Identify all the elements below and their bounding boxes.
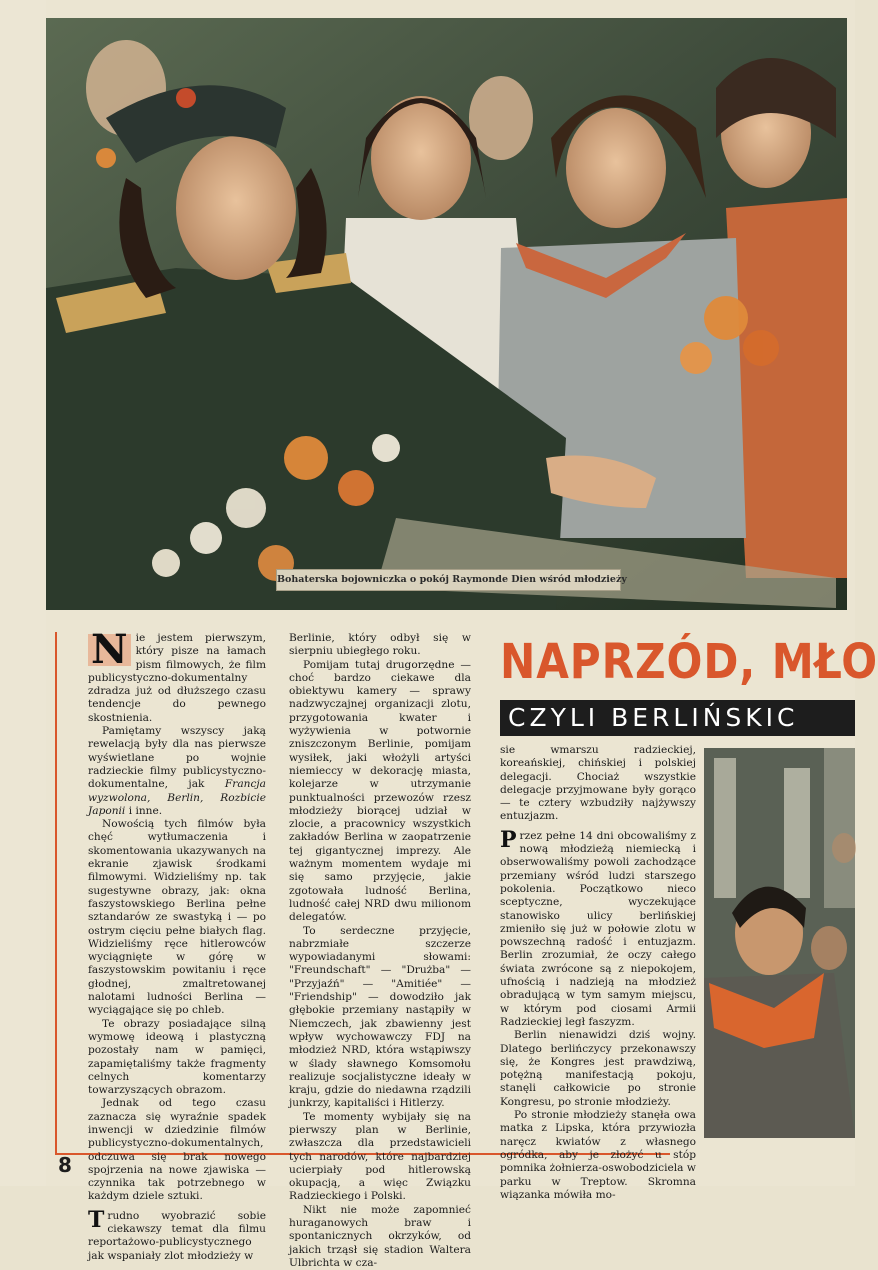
paragraph: Pamiętamy wszyscy jaką rewelacją były dla nas pierwsze wyświetlane po wojnie radzieckie filmy publicystyczno-dokumentalne, jak Francja wyzwolona, Berlin, Rozbicie Japonii i inne. <box>88 725 266 817</box>
paragraph: Jednak od tego czasu zaznacza się wyraźnie spadek inwencji w dziedzinie filmów publicystyczno-dokumentalnych, odczuwa się brak nowego spojrzenia na nowe zjawiska — czynnika tak potrzebnego w każdym dziele sztuki. <box>88 1097 266 1203</box>
paragraph: Przez pełne 14 dni obcowaliśmy z nową młodzieżą niemiecką i obserwowaliśmy powoli zachodzące przemiany wśród ludzi starszego pokolenia. Początkowo nieco sceptyczne, wyczekujące stanowisko ulicy berlińskiej zmieniło się już w połowie zlotu w powszechną radość i entuzjazm. Berlin zrozumiał, że oczy całego świata zwrócone są z niepokojem, ufnością i nadzieją na młodzież obradującą w tym samym miejscu, w którym pod ciosami Armii Radzieckiej legł faszyzm. <box>500 826 696 1028</box>
paragraph: Po stronie młodzieży stanęła owa matka z Lipska, która przywiozła naręcz kwiatów z własnego ogródka, aby je złożyć u stóp pomnika żołnierza-oswobodziciela w parku w Treptow. Skromna wiązanka mówiła mo- <box>500 1109 696 1201</box>
paragraph: sie wmarszu radzieckiej, koreańskiej, chińskiej i polskiej delegacji. Chociaż wszystkie delegacje przyjmowane były gorąco — te cztery wzbudziły najżywszy entuzjazm. <box>500 744 696 823</box>
paragraph: Berlinie, który odbył się w sierpniu ubiegłego roku. <box>289 632 471 658</box>
drop-cap: T <box>88 1206 105 1233</box>
secondary-photo-illustration <box>704 748 855 1138</box>
paragraph: Te obrazy posiadające silną wymowę ideową i plastyczną pozostały nam w pamięci, zapamiętaliśmy także fragmenty celnych komentarzy towarzyszących obrazom. <box>88 1017 266 1097</box>
paragraph: To serdeczne przyjęcie, nabrzmiałe szczerze wypowiadanymi słowami: "Freundschaft" — "Drużba" — "Przyjaźń" — "Amitiée" — "Friendship" — dowodziło jak głębokie przemiany nastąpiły w Niemczech, jak zbawienny jest wpływ wychowawczy FDJ na młodzież NRD, która wstąpiwszy w ślady sławnego Komsomołu realizuje socjalistyczne ideały w kraju, gdzie do niedawna rządzili junkrzy, kapitaliści i Hitlerzy. <box>289 924 471 1110</box>
paragraph: Te momenty wybijały się na pierwszy plan w Berlinie, zwłaszcza dla przedstawicieli tych narodów, które najbardziej ucierpiały pod hitlerowską okupacją, a więc Związku Radzieckiego i Polski. <box>289 1110 471 1203</box>
page-spine <box>0 0 46 1186</box>
photo-caption: Bohaterska bojowniczka o pokój Raymonde Dien wśród młodzieży <box>276 569 621 591</box>
paragraph: Nikt nie może zapomnieć huraganowych braw i spontanicznych okrzyków, od jakich trząsł się stadion Waltera Ulbrichta w cza- <box>289 1203 471 1269</box>
red-frame-left <box>55 632 57 1154</box>
main-photo <box>46 18 847 610</box>
main-photo-illustration <box>46 18 847 610</box>
article-headline: NAPRZÓD, MŁO <box>500 634 878 690</box>
paragraph: Nowością tych filmów była chęć wytłumaczenia i skomentowania ukazywanych na ekranie zjawisk środkami filmowymi. Widzieliśmy np. tak sugestywne obrazy, jak: okna faszystowskiego Berlina pełne sztandarów ze swastyką i — po ostrym cięciu pełne białych flag. Widzieliśmy ręce hitlerowców wyciągnięte w górę w faszystowskim powitaniu i ręce głodnej, zmaltretowanej nalotami ludności Berlina — wyciągające się po chleb. <box>88 818 266 1017</box>
text-column-1 <box>88 626 266 1263</box>
text-column-2 <box>289 632 471 1270</box>
article-subheadline: CZYLI BERLIŃSKIC <box>500 700 855 736</box>
paragraph: Berlin nienawidzi dziś wojny. Dlatego berlińczycy przekonawszy się, że Kongres jest prawdziwą, potężną manifestacją pokoju, stanęli całkowicie po stronie Kongresu, po stronie młodzieży. <box>500 1029 696 1108</box>
page-number: 8 <box>58 1153 72 1177</box>
paragraph: Pomijam tutaj drugorzędne — choć bardzo ciekawe dla obiektywu kamery — sprawy nadzwyczajnej organizacji zlotu, przygotowania kwater i wyżywienia w potwornie zniszczonym Berlinie, pomijam wysiłek, jaki włożyli artyści niemieccy w dekorację miasta, kolejarze w utrzymanie punktualności przewozów rzesz młodzieży biorącej udział w zlocie, a pracownicy wszystkich zakładów Berlina w zaopatrzenie tej gigantycznej imprezy. Ale ważnym momentem wydaje mi się samo przyjęcie, jakie zgotowała ludność Berlina, ludność całej NRD dwu milionom delegatów. <box>289 658 471 924</box>
drop-cap: P <box>500 826 517 853</box>
secondary-photo <box>704 748 855 1138</box>
text-column-3 <box>500 744 696 1202</box>
paragraph: N ie jestem pierwszym, który pisze na łamach pism filmowych, że film publicystyczno-dokumentalny zdradza już od dłuższego czasu tendencje do pewnego skostnienia. <box>88 626 266 724</box>
drop-cap: N <box>88 634 131 666</box>
paragraph: Trudno wyobrazić sobie ciekawszy temat dla filmu reportażowo-publicystycznego jak wspaniały zlot młodzieży w <box>88 1206 266 1262</box>
